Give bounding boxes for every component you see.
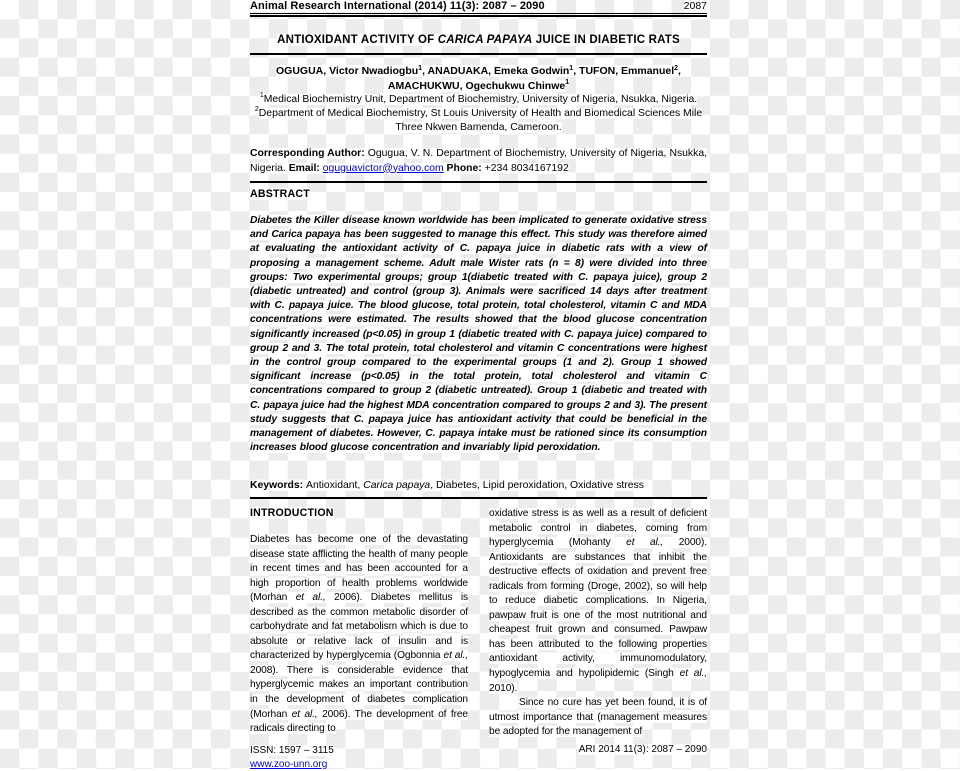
paper-title: ANTIOXIDANT ACTIVITY OF CARICA PAPAYA JUICE IN DIABETIC RATS (277, 34, 680, 46)
footer-citation: ARI 2014 11(3): 2087 – 2090 (578, 744, 707, 755)
affiliations (250, 93, 707, 136)
abstract-text: Diabetes the Killer disease known worldwide has been implicated to generate oxidative stress and Carica papaya has been suggested to manage this effect. This study was therefore aimed at evaluating the antioxidant activity of C. papaya juice in diabetic rats with a view of proposing a management scheme. Adult male Wister rats (n = 8) were divided into three groups: Two experimental groups; group 1(diabetic treated with C. papaya juice), group 2 (diabetic untreated) and control (group 3). Animals were sacrificed 14 days after treatment with C. papaya juice. The blood glucose, total protein, total cholesterol, vitamin C and MDA concentrations were estimated. The results showed that the blood glucose concentration significantly increased (p<0.05) in group 1 (diabetic treated with C. papaya juice) compared to group 2 and 3. The total protein, total cholesterol and vitamin C concentrations were highest in the control group compared to the experimental groups (1 and 2). Group 1 showed significant increase (p<0.05) in the total protein, total cholesterol and vitamin C concentrations compared to group 2 (diabetic untreated). Group 1 (diabetic and treated with C. papaya juice had the highest MDA concentration compared to groups 2 and 3). The present study suggests that C. papaya juice has antioxidant activity that could be beneficial in the management of diabetes. However, C. papaya intake must be rationed since its consumption increases blood glucose concentration and invariably lipid peroxidation. (250, 215, 707, 454)
page-number: 2087 (683, 0, 707, 12)
affiliation-1: $^1$Medical Biochemistry Unit, Department of Biochemistry, University of Nigeria, Nsukka, Nigeria. (259, 92, 698, 105)
email-link[interactable]: oguguavictor@yahoo.com (322, 162, 444, 174)
intro-left-paragraph: Diabetes has become one of the devastating disease state afflicting the health of many people in recent times and has been accounted for a high proportion of health problems worldwide (Morhan et al., 2006). Diabetes mellitus is described as the common metabolic disorder of carbohydrate and fat metabolism which is due to absolute or relative lack of insulin and is characterized by hyperglycemia (Ogbonnia et al., 2008). There is considerable evidence that hyperglycemic makes an important contribution in the development of diabetes complication (Morhan et al., 2006). The development of free radicals directing to (250, 534, 468, 735)
keywords-rule (250, 497, 707, 499)
abstract-rule (250, 181, 707, 183)
corresponding-author: Corresponding Author: Ogugua, V. N. Department of Biochemistry, University of Nigeria, Nsukka, Nigeria. Email: oguguavictor@yahoo.com Phone: +234 8034167192 (250, 148, 707, 174)
intro-right-paragraph-2: Since no cure has yet been found, it is of utmost importance that (management measures be adopted for the management of (489, 697, 707, 738)
introduction-heading: INTRODUCTION (250, 507, 334, 519)
issn: ISSN: 1597 – 3115 (250, 745, 334, 756)
right-column (489, 507, 707, 740)
paper-content (250, 0, 707, 769)
website-link[interactable]: www.zoo-unn.org (250, 758, 328, 770)
authors-line-2: AMACHUKWU, Ogechukwu Chinwe$^1$ (387, 79, 570, 92)
page-footer (250, 744, 707, 771)
affiliation-2: $^2$Department of Medical Biochemistry, St Louis University of Health and Biomedical Sciences Mile Three Nkwen Bamenda, Cameroon. (254, 106, 703, 134)
intro-right-paragraph-1: oxidative stress is as well as a result of deficient metabolic control in diabetes, coming from hyperglycemia (Mohanty et al., 2000). Antioxidants are substances that inhibit the destructive effects of oxidation and prevent free radicals from forming (Droge, 2002), so will help to reduce diabetic complications. In Nigeria, pawpaw fruit is one of the most nutritional and cheapest fruit grown and consumed. Pawpaw has been attributed to the following properties antioxidant activity, immunomodulatory, hypoglycemia and hypolipidemic (Singh et al., 2010). (489, 508, 708, 694)
footer-left (250, 744, 334, 771)
journal-header: Animal Research International (2014) 11(3): 2087 – 2090 (250, 0, 545, 12)
body-columns (250, 507, 707, 740)
left-column (250, 507, 468, 740)
header-rule (250, 13, 707, 17)
page-header (250, 0, 707, 12)
keywords-line: Keywords: Antioxidant, Carica papaya, Diabetes, Lipid peroxidation, Oxidative stress (250, 480, 644, 491)
title-rule (250, 53, 707, 55)
abstract-heading: ABSTRACT (250, 188, 310, 200)
authors-line-1: OGUGUA, Victor Nwadiogbu$^1$, ANADUAKA, Emeka Godwin$^1$, TUFON, Emmanuel$^2$, (276, 64, 681, 77)
